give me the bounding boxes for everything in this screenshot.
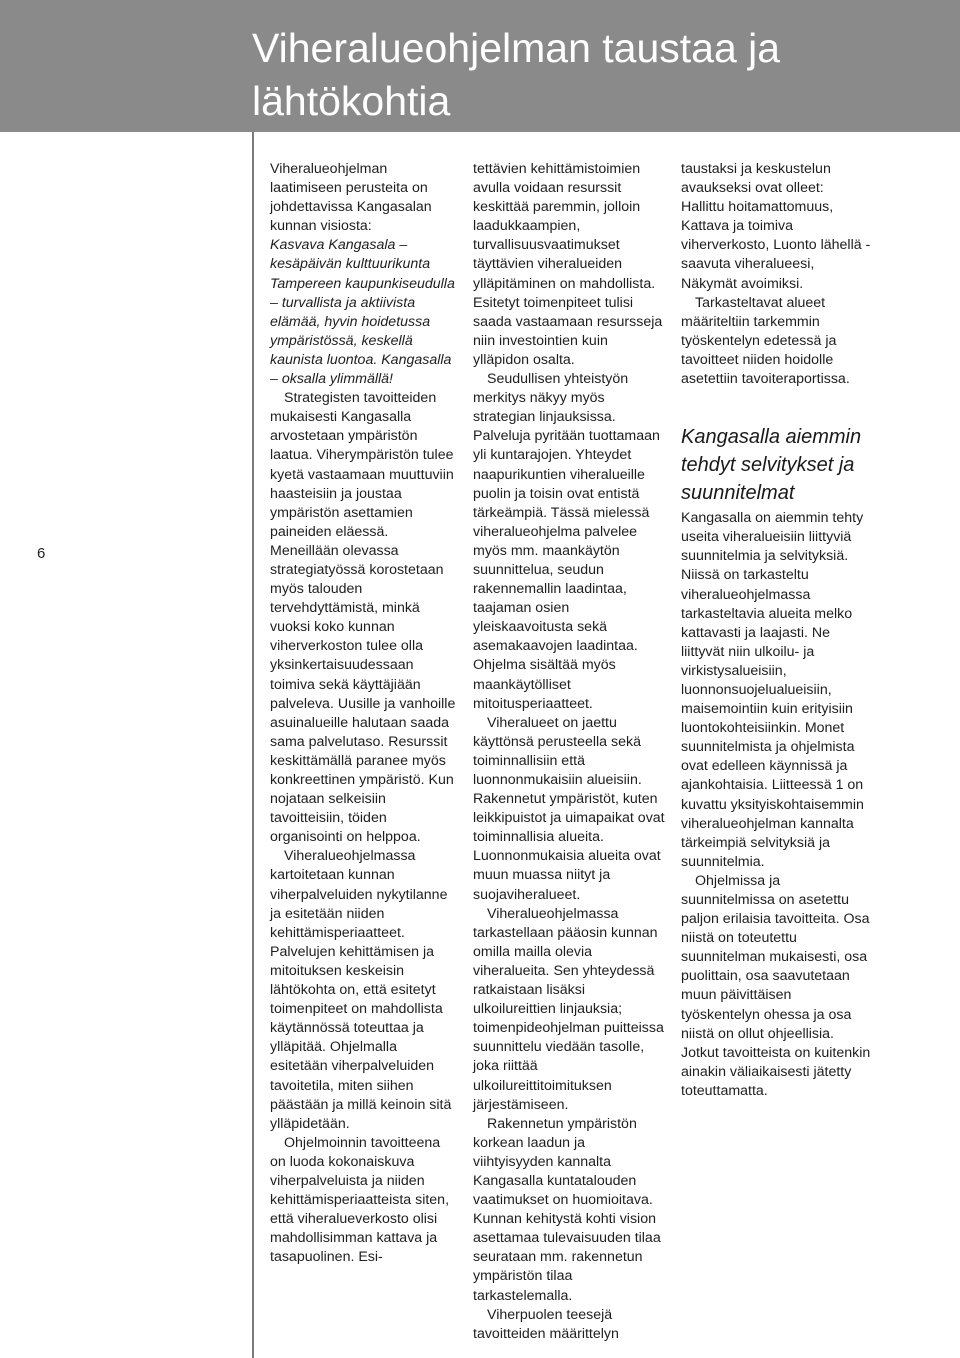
body-paragraph: Rakennetun ympäristön korkean laadun ja viihtyisyyden kannalta Kangasalla kuntatalouden vaatimukset on huomioitava. Kunnan kehitystä kohti vision asettamaa tulevaisuuden tilaa seurataan mm. rakennetun ympäristön tilaa tarkastelemalla. (473, 1115, 661, 1304)
body-paragraph: Viheralueohjelmassa kartoitetaan kunnan viherpalveluiden nykytilanne ja esitetään niiden kehittämisperiaatteet. Palvelujen kehittämisen ja mitoituksen keskeisin lähtökohta on, että esitetyt toimenpiteet on mahdollista käytännössä toteuttaa ja ylläpitää. Ohjelmalla esitetään viherpalveluiden tavoitetila, miten siihen päästään ja millä keinoin sitä ylläpidetään. (270, 848, 452, 1132)
body-paragraph: Ohjelmoinnin tavoitteena on luoda kokonaiskuva viherpalveluista ja niiden kehittämisperiaatteista siten, että viheralueverkosto olisi mahdollisimman kattava ja tasapuolinen. Esi- (270, 1134, 450, 1266)
text-column-2 (473, 160, 665, 1344)
body-paragraph: Strategisten tavoitteiden mukaisesti Kangasalla arvostetaan ympäristön laatua. Viherympäristön tulee kyetä vastaamaan muuttuviin haasteisiin ja joustaa ympäristön asettamien paineiden eläessä. Meneillään olevassa strategiatyössä korostetaan myös talouden tervehdyttämistä, minkä vuoksi koko kunnan viherverkoston tulee olla yksinkertaisuudessaan toimiva sekä käyttäjiään palveleva. Uusille ja vanhoille asuinalueille halutaan saada sama palvelutaso. Resurssit keskittämällä paranee myös konkreettinen ympäristö. Kun nojataan selkeisiin tavoitteisiin, töiden organisointi on helppoa. (270, 390, 456, 846)
body-paragraph: tettävien kehittämistoimien avulla voidaan resurssit keskittää paremmin, jolloin laadukkaampien, turvallisuusvaatimukset täyttävien viheralueiden ylläpitäminen on mahdollista. Esitetyt toimenpiteet tulisi saada vastaamaan resursseja niin investointien kuin ylläpidon osalta. (473, 161, 663, 368)
body-paragraph: Seudullisen yhteistyön merkitys näkyy myös strategian linjauksissa. Palveluja pyritään tuottamaan yli kuntarajojen. Yhteydet naapurikuntien viheralueille puolin ja toisin ovat entistä tärkeämpiä. Tässä mielessä viheralueohjelma palvelee myös mm. maankäytön suunnittelua, seudun rakennemallin laadintaa, taajaman osien yleiskaavoitusta sekä asemakaavojen laadintaa. Ohjelma sisältää myös maankäytölliset mitoitusperiaatteet. (473, 371, 660, 712)
vision-quote: Kasvava Kangasala – kesäpäivän kulttuurikunta Tampereen kaupunkiseudulla – turvallista ja aktiivista elämää, hyvin hoidetussa ympäristössä, keskellä kaunista luontoa. Kangasalla – oksalla ylimmällä! (270, 237, 455, 388)
body-paragraph: Ohjelmissa ja suunnitelmissa on asetettu paljon erilaisia tavoitteita. Osa niistä on toteutettu suunnitelman mukaisesti, osa puolittain, osa saavutetaan muun päivittäisen työskentelyn ohessa ja osa niistä on ollut ohjeellisia. Jotkut tavoitteista on kuitenkin ainakin väliaikaisesti jätetty toteuttamatta. (681, 872, 871, 1099)
body-paragraph: Viheralueohjelmassa tarkastellaan pääosin kunnan omilla mailla olevia viheralueita. Sen yhteydessä ratkaistaan lisäksi ulkoilureittien linjauksia; toimenpideohjelman puitteissa suunnittelu viedään tasolle, joka riittää ulkoilureittitoimituksen järjestämiseen. (473, 905, 664, 1113)
body-paragraph: taustaksi ja keskustelun avaukseksi ovat olleet: Hallittu hoitamattomuus, Kattava ja toimiva viherverkosto, Luonto lähellä - saavuta viheralueesi, Näkymät avoimiksi. (681, 161, 871, 292)
body-paragraph: Viherpuolen teesejä tavoitteiden määrittelyn (473, 1306, 619, 1342)
page-title: Viheralueohjelman taustaa ja lähtökohtia (252, 25, 781, 124)
body-paragraph: Tarkasteltavat alueet määriteltiin tarkemmin työskentelyn edetessä ja tavoitteet niiden hoidolle asetettiin tavoiteraportissa. (681, 294, 850, 388)
intro-paragraph: Viheralueohjelman laatimiseen perusteita on johdettavissa Kangasalan kunnan visiosta: (270, 161, 432, 235)
left-margin (0, 0, 252, 1358)
page-number: 6 (37, 545, 46, 562)
text-column-1 (270, 160, 458, 1267)
text-column-3 (681, 160, 871, 1101)
section-subheading: Kangasalla aiemmin tehdyt selvitykset ja suunnitelmat (681, 426, 862, 505)
body-paragraph: Kangasalla on aiemmin tehty useita viheralueisiin liittyviä suunnitelmia ja selvityksiä. Niissä on tarkasteltu viheralueohjelmassa tarkasteltavia alueita melko kattavasti ja laajasti. Ne liittyvät niin ulkoilu- ja virkistysalueisiin, luonnonsuojelualueisiin, maisemointiin kuin erityisiin luontokohteisiinkin. Monet suunnitelmista ja ohjelmista ovat edelleen käynnissä ja ajankohtaisia. Liitteessä 1 on kuvattu yksityiskohtaisemmin viheralueohjelman kannalta tärkeimpiä selvityksiä ja suunnitelmia. (681, 510, 864, 870)
body-paragraph: Viheralueet on jaettu käyttönsä perusteella sekä toiminnallisiin että luonnonmukaisiin alueisiin. Rakennetut ympäristöt, kuten leikkipuistot ja uimapaikat ovat toiminnallisia alueita. Luonnonmukaisia alueita ovat muun muassa niityt ja suojaviheralueet. (473, 714, 665, 903)
